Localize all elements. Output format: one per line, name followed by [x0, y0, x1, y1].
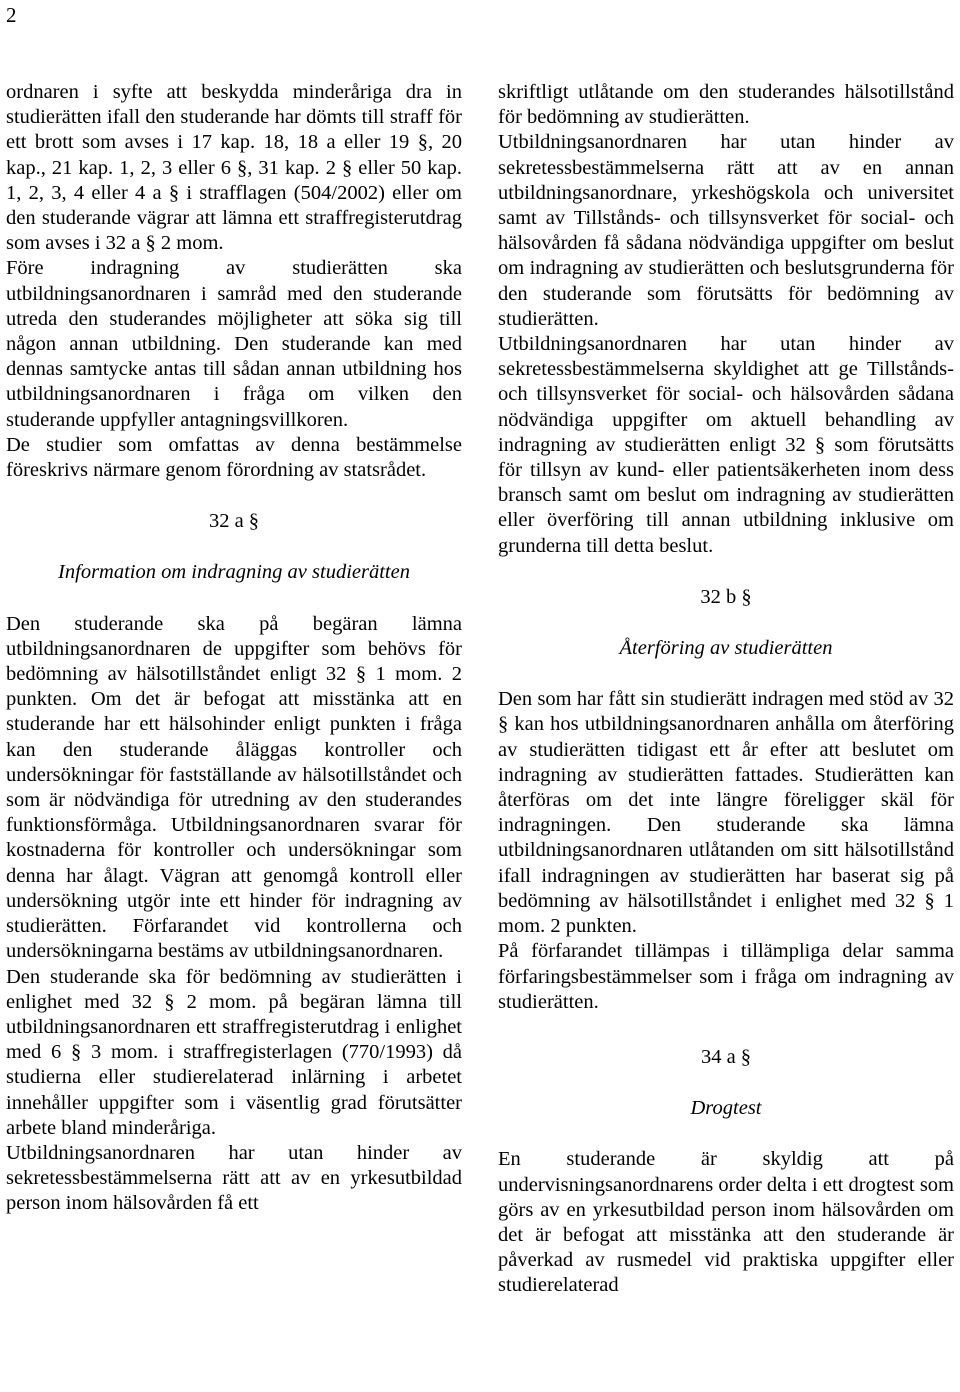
paragraph: Den som har fått sin studierätt indragen med stöd av 32 § kan hos utbildningsanordnaren anhålla om återföring av studierätten tidigast ett år efter att beslutet om indragning av studierätten fattades. Studierätten kan återföras om det inte längre föreligger skäl för indragningen. Den studerande ska lämna utbildningsanordnaren utlåtanden om sitt hälsotillstånd ifall indragningen av studierätten har baserat sig på bedömning av hälsotillståndet i enlighet med 32 § 1 mom. 2 punkten.	[498, 688, 954, 938]
section-number: 34 a §	[700, 1045, 752, 1068]
paragraph: Före indragning av studierätten ska utbildningsanordnaren i samråd med den studerande utreda den studerandes möjligheter att söka sig till någon annan utbildning. Den studerande kan med dennas samtycke antas till sådan annan utbildning hos utbildningsanordnaren i fråga om vilken den studerande uppfyller antagningsvillkoren.	[6, 257, 462, 431]
paragraph: Utbildningsanordnaren har utan hinder av sekretessbestämmelserna rätt att av en annan utbildningsanordnare, yrkeshögskola och universitet samt av Tillstånds- och tillsynsverket för social- och hälsovården få sådana nödvändiga uppgifter om beslut om indragning av studierätten och beslutsgrunderna för den studerande som förutsätts för bedömning av studierätten.	[498, 131, 954, 330]
page-number: 2	[6, 3, 17, 27]
paragraph: Den studerande ska för bedömning av studierätten i enlighet med 32 § 2 mom. på begäran lämna till utbildningsanordnaren ett straffregisterutdrag i enlighet med 6 § 3 mom. i straffregisterlagen (770/1993) då studierna eller studierelaterad inlärning i arbetet innehåller uppgifter som i väsentlig grad förutsätter arbete bland minderåriga.	[6, 965, 462, 1139]
paragraph: ordnaren i syfte att beskydda minderåriga dra in studierätten ifall den studerande har dömts till straff för ett brott som avses i 17 kap. 18, 18 a eller 19 §, 20 kap., 21 kap. 1, 2, 3 eller 6 §, 31 kap. 2 § eller 50 kap. 1, 2, 3, 4 eller 4 a § i strafflagen (504/2002) eller om den studerande vägrar att lämna ett straffregisterutdrag som avses i 32 a § 2 mom.	[6, 81, 462, 255]
section-number: 32 b §	[700, 585, 752, 608]
right-column	[498, 80, 954, 1299]
paragraph: skriftligt utlåtande om den studerandes hälsotillstånd för bedömning av studierätten.	[498, 81, 954, 129]
section-number: 32 a §	[208, 510, 260, 533]
section-title: Återföring av studierätten	[619, 637, 833, 660]
paragraph: De studier som omfattas av denna bestämmelse föreskrivs närmare genom förordning av statsrådet.	[6, 433, 462, 482]
section-title: Drogtest	[690, 1097, 762, 1120]
section-title: Information om indragning av studierätten	[58, 561, 410, 584]
paragraph: Den studerande ska på begäran lämna utbildningsanordnaren de uppgifter som behövs för bedömning av hälsotillståndet enligt 32 § 1 mom. 2 punkten. Om det är befogat att misstänka att en studerande har ett hälsohinder enligt punkten i fråga kan den studerande åläggas kontroller och undersökningar för fastställande av hälsotillståndet och som är nödvändiga för utredning av den studerandes funktionsförmåga. Utbildningsanordnaren svarar för kostnaderna för kontroller och undersökningar som denna har ålagt. Vägran att genomgå kontroll eller undersökning utgör inte ett hinder för indragning av studierätten. Förfarandet vid kontrollerna och undersökningarna bestäms av utbildningsanordnaren.	[6, 612, 462, 963]
paragraph: Utbildningsanordnaren har utan hinder av sekretessbestämmelserna skyldighet att ge Tillstånds- och tillsynsverket för social- och hälsovården sådana nödvändiga uppgifter om aktuell behandling av indragning av studierätten enligt 32 § som förutsätts för tillsyn av kund- eller patientsäkerheten inom dess bransch samt om beslut om indragning av studierätten eller överföring till annan utbildning inklusive om grunderna till detta beslut.	[498, 333, 954, 557]
paragraph: På förfarandet tillämpas i tillämpliga delar samma förfaringsbestämmelser som i fråga om indragning av studierätten.	[498, 940, 954, 1013]
paragraph: Utbildningsanordnaren har utan hinder av sekretessbestämmelserna rätt att av en yrkesutbildad person inom hälsovården få ett	[6, 1141, 462, 1215]
left-column	[6, 80, 462, 1217]
paragraph: En studerande är skyldig att på undervisningsanordnarens order delta i ett drogtest som görs av en yrkesutbildad person inom hälsovården om det är befogat att misstänka att den studerande är påverkad av rusmedel vid praktiska uppgifter eller studierelaterad	[498, 1148, 954, 1297]
